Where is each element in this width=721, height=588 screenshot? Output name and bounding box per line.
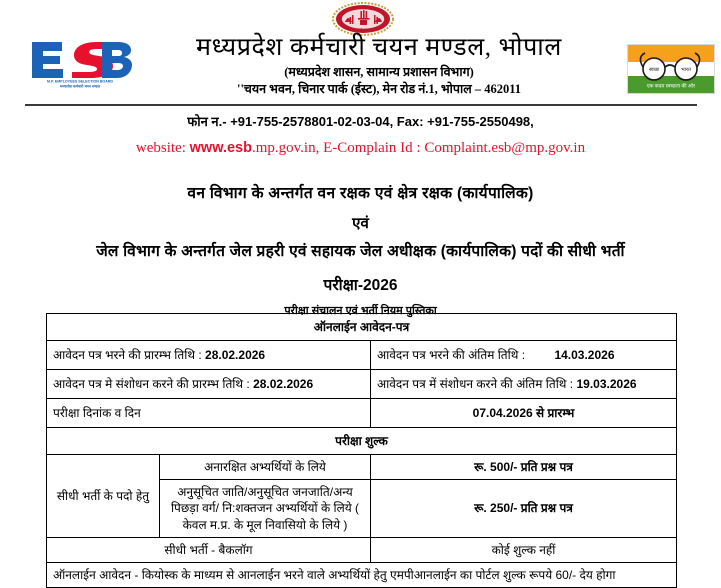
- application-last-date-cell: [371, 341, 677, 370]
- mp-government-emblem-icon: [332, 2, 394, 36]
- application-start-date-label: आवेदन पत्र भरने की प्रारम्भ तिथि :: [53, 347, 202, 362]
- title-line-jail: जेल विभाग के अन्तर्गत जेल प्रहरी एवं सहायक जेल अधीक्षक (कार्यपालिक) पदों की सीधी भर्ती: [96, 243, 625, 261]
- fee-category-unreserved: अनारक्षित अभ्यर्थियों के लिये: [160, 455, 371, 480]
- correction-start-date-cell: [47, 370, 371, 399]
- section-header-exam-fee: परीक्षा शुल्क: [47, 428, 677, 455]
- title-exam-year: परीक्षा-2026: [323, 276, 398, 294]
- website-www: www.: [189, 139, 227, 156]
- fee-amount-reserved: रू. 250/- प्रति प्रश्न पत्र: [371, 480, 677, 538]
- esb-tagline-hi: मध्यप्रदेश कर्मचारी चयन मण्डल: [59, 84, 101, 89]
- table-row: [47, 399, 677, 428]
- exam-date-label-cell: परीक्षा दिनांक व दिन: [47, 399, 371, 428]
- table-row: [47, 314, 677, 341]
- organisation-address: ''चयन भवन, चिनार पार्क (ईस्ट), मेन रोड नं.1, भोपाल – 462011: [236, 81, 522, 96]
- svg-text:स्वच्छ: स्वच्छ: [648, 67, 660, 73]
- title-line-forest: वन विभाग के अन्तर्गत वन रक्षक एवं क्षेत्र रक्षक (कार्यपालिक): [187, 185, 534, 202]
- svg-text:एक कदम स्वच्छता की ओर: एक कदम स्वच्छता की ओर: [646, 83, 696, 90]
- fee-direct-recruitment-label: सीधी भर्ती के पदो हेतु: [47, 455, 160, 538]
- application-start-date-value: 28.02.2026: [205, 347, 266, 362]
- svg-text:भारत: भारत: [681, 67, 691, 73]
- exam-details-table-wrapper: [46, 313, 676, 588]
- table-row: [47, 455, 677, 480]
- website-label: website:: [135, 139, 186, 156]
- exam-title-block: [0, 186, 721, 318]
- kiosk-portal-fee-note: ऑनलाईन आवेदन - कियोस्क के माध्यम से आनलाईन भरने वाले अभ्यर्थियों हेतु एमपीआनलाईन का पोर्टल शुल्क रूपये 60/- देय होगा: [47, 562, 677, 587]
- organisation-identity: [136, 34, 622, 97]
- table-row: [47, 562, 677, 587]
- table-row: [47, 370, 677, 399]
- phone-fax-line: फोन न.- +91-755-2578801-02-03-04, Fax: +91-755-2550498,: [187, 114, 534, 129]
- esb-logo-icon: [26, 34, 134, 90]
- correction-last-date-value: 19.03.2026: [576, 376, 637, 391]
- svg-text:मध्यप्रदेश शासन: मध्यप्रदेश शासन: [353, 5, 373, 10]
- application-last-date-label: आवेदन पत्र भरने की अंतिम तिथि :: [377, 347, 526, 362]
- fee-backlog-label: सीधी भर्ती - बैकलॉग: [47, 537, 371, 562]
- document-header: [0, 0, 721, 108]
- correction-last-date-cell: [371, 370, 677, 399]
- email-value: Complaint.esb@mp.gov.in: [424, 139, 586, 156]
- title-conjunction: एवं: [352, 215, 369, 233]
- website-email-line: [0, 139, 721, 157]
- website-domain: .mp.gov.in,: [251, 139, 320, 156]
- contact-block: [0, 114, 721, 157]
- website-esb: esb: [226, 139, 252, 156]
- application-start-date-cell: [47, 341, 371, 370]
- esb-tagline-en: M.P. EMPLOYEES SELECTION BOARD: [46, 79, 114, 84]
- swachh-bharat-logo-icon: [627, 44, 715, 94]
- organisation-title: मध्यप्रदेश कर्मचारी चयन मण्डल, भोपाल: [196, 34, 562, 61]
- svg-text:सत्यमेव जयते: सत्यमेव जयते: [354, 28, 372, 33]
- organisation-department: (मध्यप्रदेश शासन, सामान्य प्रशासन विभाग): [284, 65, 474, 79]
- fee-backlog-amount: कोई शुल्क नहीं: [371, 537, 677, 562]
- fee-amount-unreserved: रू. 500/- प्रति प्रश्न पत्र: [371, 455, 677, 480]
- table-row: [47, 341, 677, 370]
- correction-start-date-value: 28.02.2026: [253, 376, 314, 391]
- fee-category-reserved: अनुसूचित जाति/अनुसूचित जनजाति/अन्य पिछड़ा वर्ग/ नि:शक्तजन अभ्यर्थियों के लिये ( केवल म.प्र. के मूल निवासियो के लिये ): [160, 480, 371, 538]
- email-label: E-Complain Id :: [323, 139, 421, 156]
- section-header-online-application: ऑनलाईन आवेदन-पत्र: [47, 314, 677, 341]
- exam-details-table: [46, 313, 677, 588]
- exam-date-value-cell: 07.04.2026 से प्रारम्भ: [371, 399, 677, 428]
- table-row: [47, 537, 677, 562]
- title-subtitle: परीक्षा संचालन एवं भर्ती नियम पुस्तिका: [284, 304, 437, 317]
- application-last-date-value: 14.03.2026: [554, 347, 615, 362]
- correction-last-date-label: आवेदन पत्र में संशोधन करने की अंतिम तिथि :: [377, 376, 574, 391]
- table-row: [47, 428, 677, 455]
- header-divider: [25, 104, 697, 106]
- correction-start-date-label: आवेदन पत्र मे संशोधन करने की प्रारम्भ तिथि :: [53, 376, 250, 391]
